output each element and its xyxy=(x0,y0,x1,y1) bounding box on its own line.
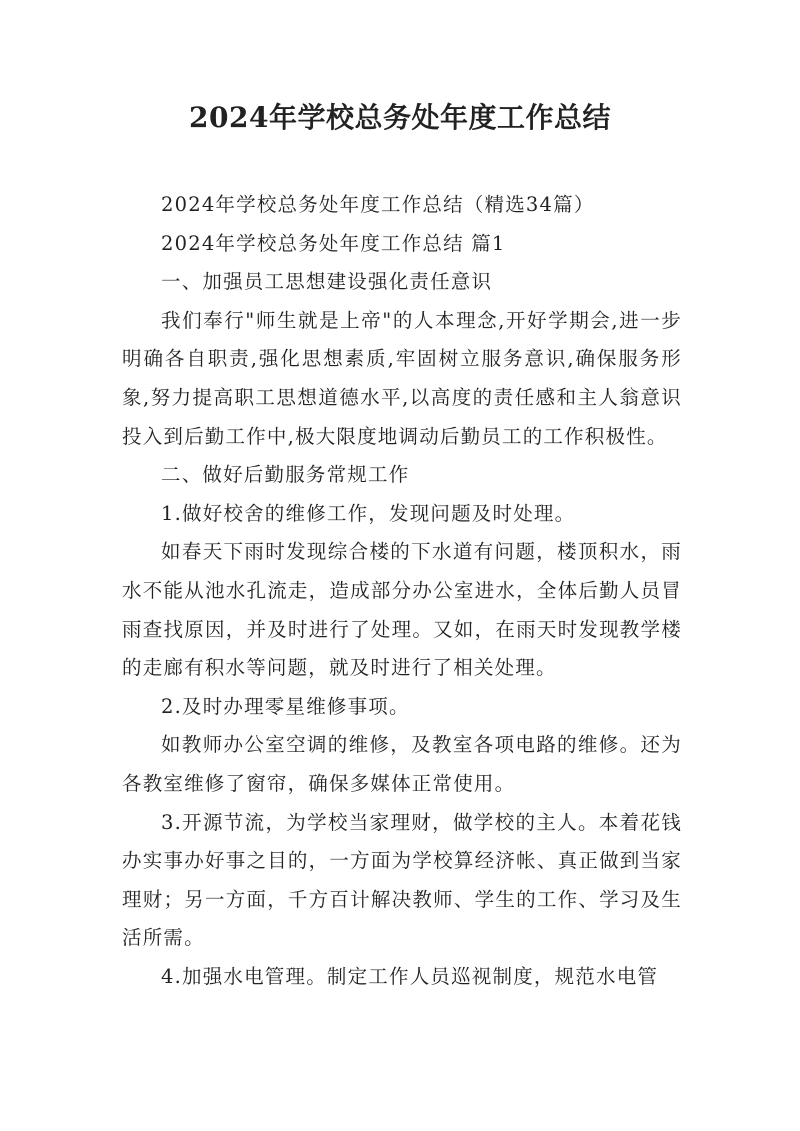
item-heading-3: 3.开源节流，为学校当家理财，做学校的主人。本着花钱办实事办好事之目的，一方面为学校算经济帐、真正做到当家理财；另一方面，千方百计解决教师、学生的工作、学习及生活所需。 xyxy=(122,810,682,950)
section-heading-1: 一、加强员工思想建设强化责任意识 xyxy=(161,270,493,294)
item-heading-1: 1.做好校舍的维修工作，发现问题及时处理。 xyxy=(161,501,576,525)
paragraph-body: 如教师办公室空调的维修，及教室各项电路的维修。还为各教室维修了窗帘，确保多媒体正常使用。 xyxy=(122,733,682,795)
item-heading-4: 4.加强水电管理。制定工作人员巡视制度，规范水电管 xyxy=(161,964,659,988)
paragraph-body: 如春天下雨时发现综合楼的下水道有问题，楼顶积水，雨水不能从池水孔流走，造成部分办公室进水，全体后勤人员冒雨查找原因，并及时进行了处理。又如，在雨天时发现教学楼的走廊有积水等问题，就及时进行了相关处理。 xyxy=(122,540,682,680)
section-heading-2: 二、做好后勤服务常规工作 xyxy=(161,463,410,487)
item-heading-2: 2.及时办理零星维修事项。 xyxy=(161,694,410,718)
document-body xyxy=(122,186,682,996)
paragraph-article-heading: 2024年学校总务处年度工作总结 篇1 xyxy=(161,231,506,255)
document-title: 2024年学校总务处年度工作总结 xyxy=(189,101,611,134)
paragraph-subtitle: 2024年学校总务处年度工作总结（精选34篇） xyxy=(161,193,595,216)
paragraph-body: 我们奉行"师生就是上帝"的人本理念,开好学期会,进一步明确各自职责,强化思想素质,牢固树立服务意识,确保服务形象,努力提高职工思想道德水平,以高度的责任感和主人翁意识投入到后勤工作中,极大限度地调动后勤员工的工作积极性。 xyxy=(122,308,682,448)
